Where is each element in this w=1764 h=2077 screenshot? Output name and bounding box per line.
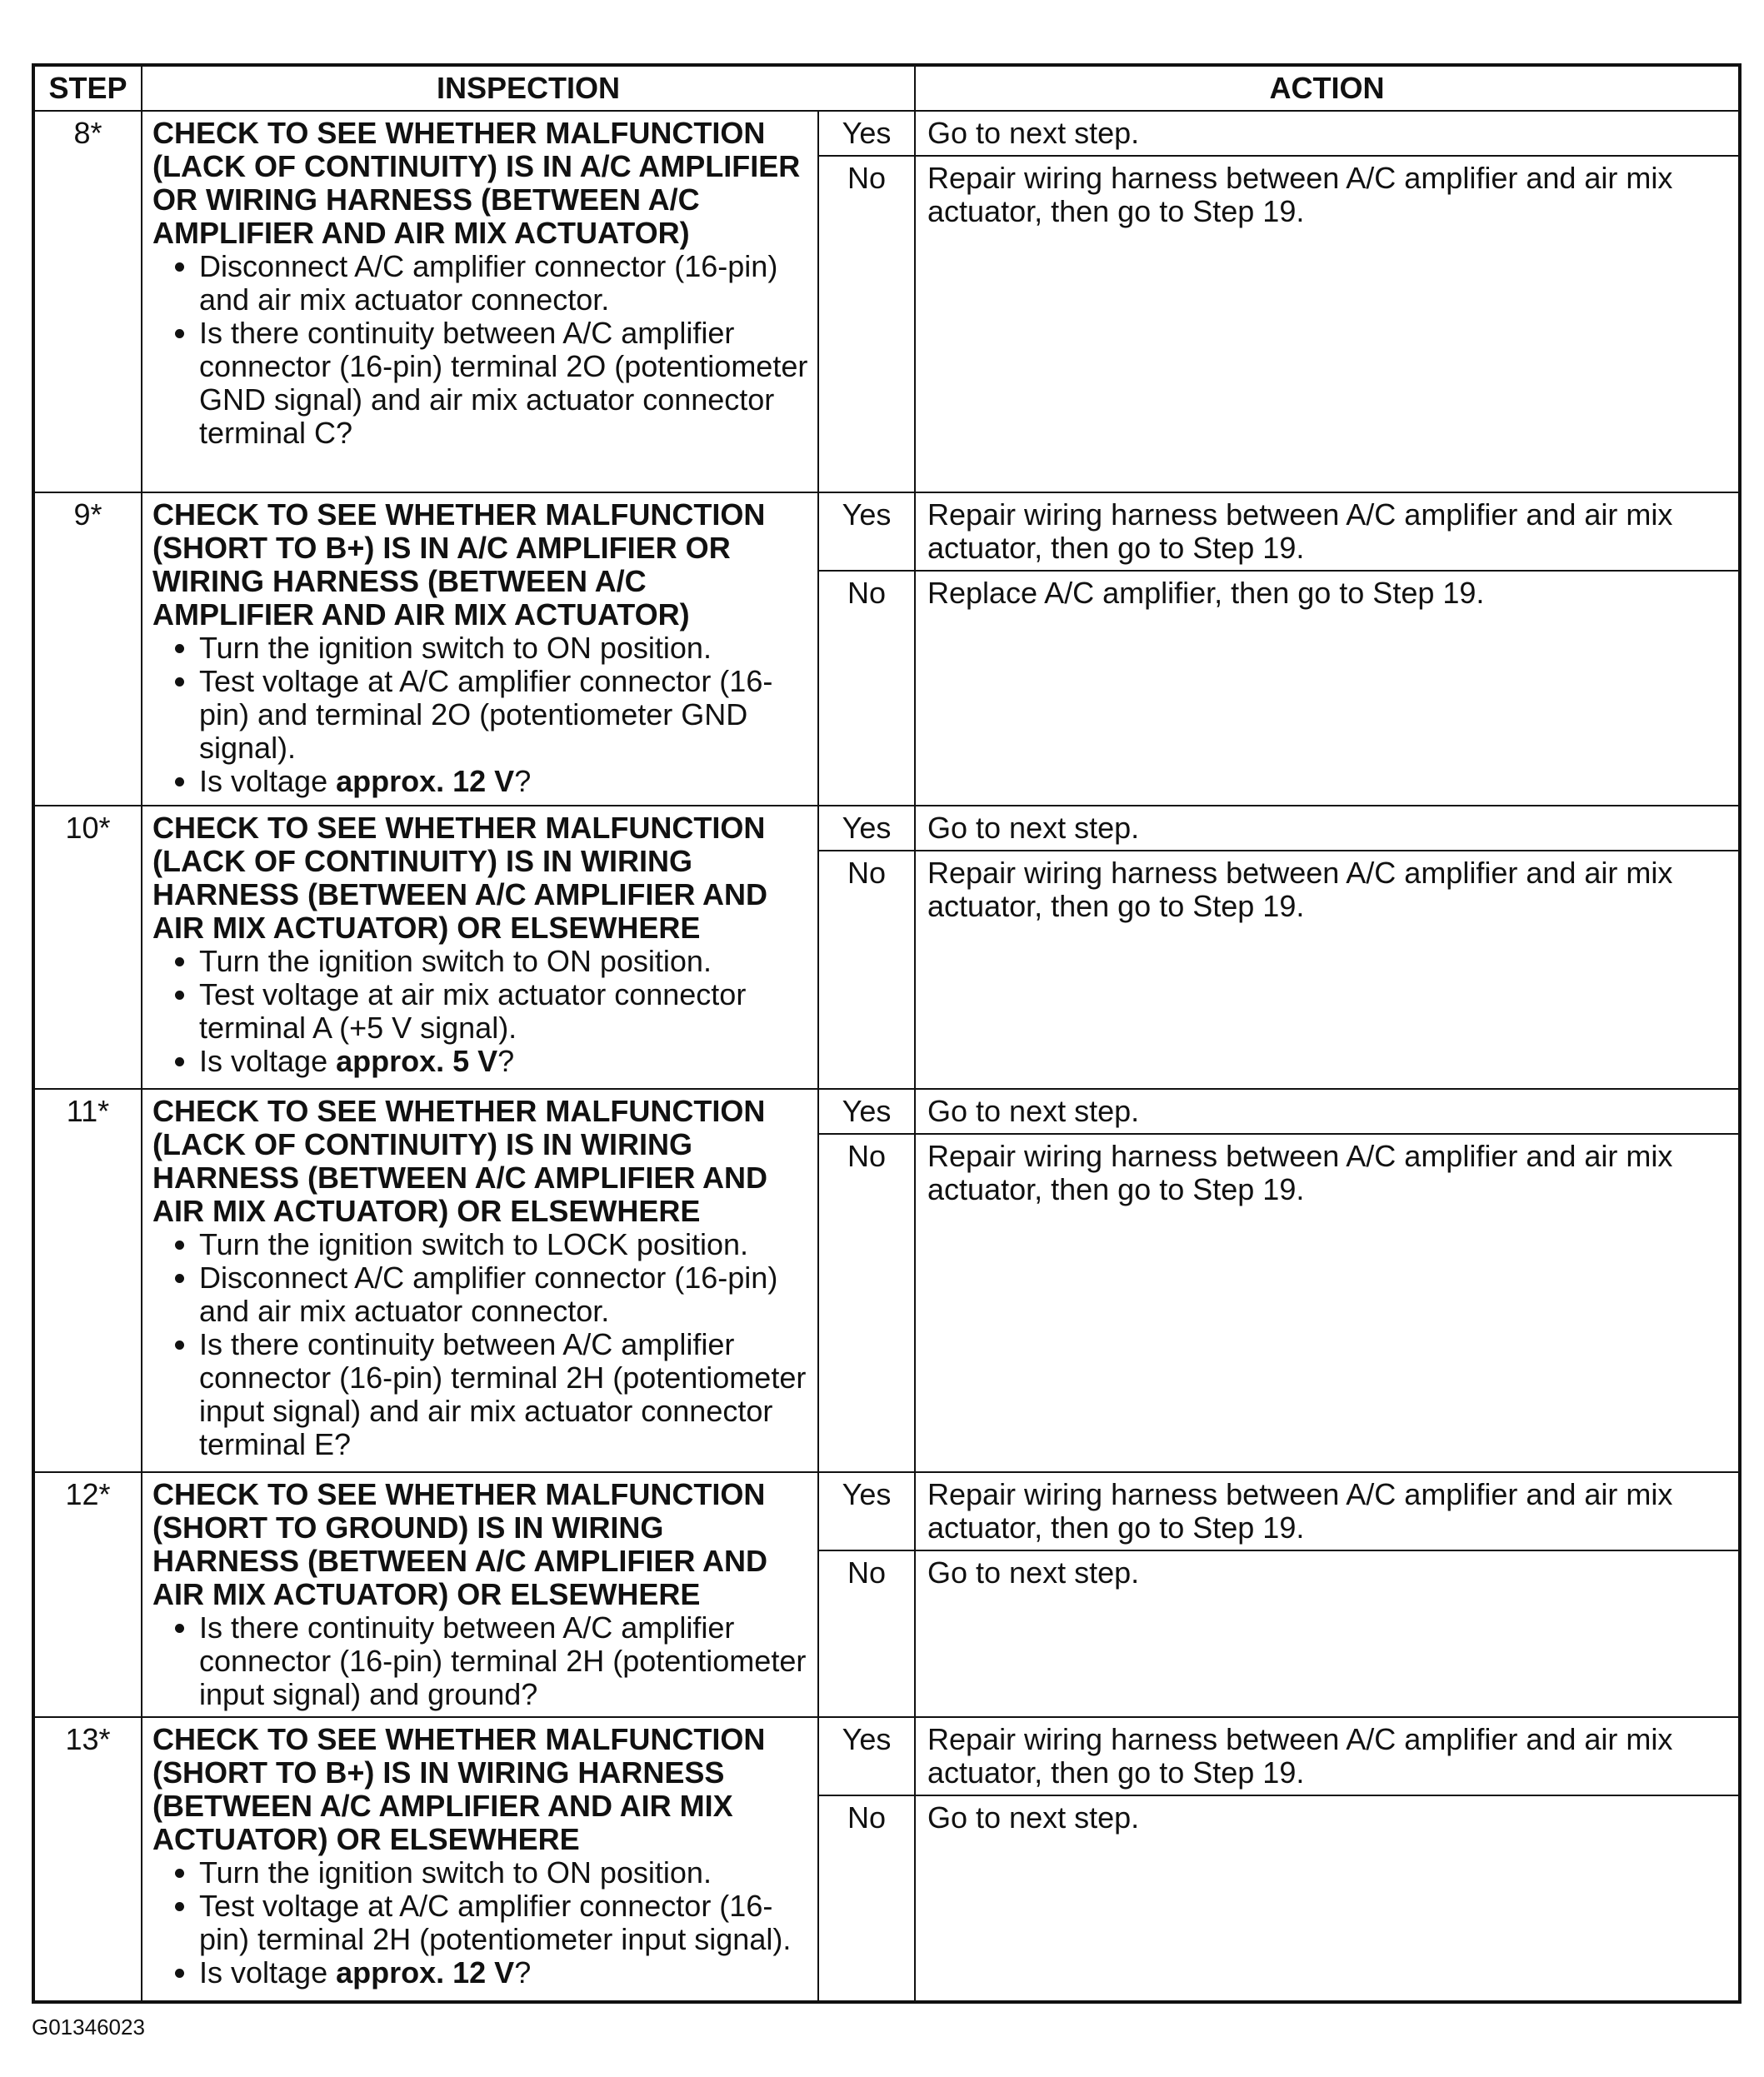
inspection-heading: CHECK TO SEE WHETHER MALFUNCTION (SHORT TO B+) IS IN A/C AMPLIFIER OR WIRING HARNESS (BETWEEN A/C AMPLIFIER AND AIR MIX ACTUATOR) <box>152 497 766 632</box>
inspection-heading: CHECK TO SEE WHETHER MALFUNCTION (LACK OF CONTINUITY) IS IN A/C AMPLIFIER OR WIRING HARNESS (BETWEEN A/C AMPLIFIER AND AIR MIX ACTUATOR) <box>152 116 801 250</box>
table-row <box>33 1089 1740 1134</box>
figure-id: G01346023 <box>32 2015 145 2040</box>
bullet-suffix: ? <box>514 764 532 798</box>
step-number: 12* <box>33 1472 142 1717</box>
bullet-text: Is voltage <box>199 1955 337 1990</box>
no-label: No <box>818 1795 915 2002</box>
table-row <box>33 1717 1740 1795</box>
bullet-value: approx. 12 V <box>336 764 515 798</box>
yes-action: Go to next step. <box>915 111 1740 156</box>
inspection-cell <box>142 111 818 492</box>
no-label: No <box>818 1550 915 1717</box>
bullet-value: approx. 5 V <box>336 1044 498 1078</box>
yes-action: Repair wiring harness between A/C amplifier and air mix actuator, then go to Step 19. <box>915 1472 1740 1550</box>
inspection-bullet <box>199 250 809 317</box>
inspection-bullet <box>199 317 809 450</box>
table-body <box>33 111 1740 2002</box>
inspection-cell <box>142 1717 818 2002</box>
header-inspection: INSPECTION <box>142 65 915 111</box>
bullet-text: Is voltage <box>199 764 337 798</box>
bullet-value: approx. 12 V <box>336 1955 515 1990</box>
inspection-bullet <box>199 1045 809 1078</box>
no-label: No <box>818 1134 915 1472</box>
inspection-heading: CHECK TO SEE WHETHER MALFUNCTION (LACK OF CONTINUITY) IS IN WIRING HARNESS (BETWEEN A/C AMPLIFIER AND AIR MIX ACTUATOR) OR ELSEWHERE <box>152 811 767 945</box>
bullet-text: Test voltage at A/C amplifier connector (16-pin) and terminal 2O (potentiometer GND signal). <box>199 664 773 765</box>
bullet-text: Turn the ignition switch to ON position. <box>199 631 712 665</box>
bullet-text: Turn the ignition switch to ON position. <box>199 1855 712 1890</box>
header-action: ACTION <box>915 65 1740 111</box>
step-number: 11* <box>33 1089 142 1472</box>
bullet-text: Is there continuity between A/C amplifier connector (16-pin) terminal 2H (potentiometer input signal) and air mix actuator connector terminal E? <box>199 1327 807 1461</box>
inspection-bullet <box>199 1228 809 1261</box>
bullet-text: Turn the ignition switch to LOCK position. <box>199 1227 748 1261</box>
table-row <box>33 111 1740 156</box>
bullet-text: Disconnect A/C amplifier connector (16-pin) and air mix actuator connector. <box>199 249 778 317</box>
inspection-cell <box>142 1472 818 1717</box>
yes-label: Yes <box>818 1472 915 1550</box>
yes-action: Repair wiring harness between A/C amplifier and air mix actuator, then go to Step 19. <box>915 1717 1740 1795</box>
yes-label: Yes <box>818 492 915 571</box>
inspection-bullet <box>199 1328 809 1461</box>
no-label: No <box>818 571 915 806</box>
inspection-heading: CHECK TO SEE WHETHER MALFUNCTION (SHORT TO B+) IS IN WIRING HARNESS (BETWEEN A/C AMPLIFIER AND AIR MIX ACTUATOR) OR ELSEWHERE <box>152 1722 766 1856</box>
bullet-text: Test voltage at air mix actuator connector terminal A (+5 V signal). <box>199 977 747 1045</box>
inspection-bullet <box>199 1611 809 1711</box>
header-step: STEP <box>33 65 142 111</box>
inspection-cell <box>142 806 818 1089</box>
yes-action: Go to next step. <box>915 1089 1740 1134</box>
inspection-bullet <box>199 945 809 978</box>
inspection-bullets <box>152 1611 809 1711</box>
no-action: Repair wiring harness between A/C amplifier and air mix actuator, then go to Step 19. <box>915 1134 1740 1472</box>
no-label: No <box>818 156 915 492</box>
inspection-bullet <box>199 1856 809 1890</box>
diagnostic-table <box>32 63 1742 2004</box>
inspection-heading: CHECK TO SEE WHETHER MALFUNCTION (LACK OF CONTINUITY) IS IN WIRING HARNESS (BETWEEN A/C AMPLIFIER AND AIR MIX ACTUATOR) OR ELSEWHERE <box>152 1094 767 1228</box>
table-header-row <box>33 65 1740 111</box>
bullet-text: Disconnect A/C amplifier connector (16-pin) and air mix actuator connector. <box>199 1261 778 1328</box>
inspection-bullet <box>199 1890 809 1956</box>
step-number: 8* <box>33 111 142 492</box>
inspection-bullet <box>199 978 809 1045</box>
step-number: 10* <box>33 806 142 1089</box>
inspection-bullets <box>152 1856 809 1990</box>
no-action: Repair wiring harness between A/C amplifier and air mix actuator, then go to Step 19. <box>915 851 1740 1089</box>
bullet-text: Test voltage at A/C amplifier connector (16-pin) terminal 2H (potentiometer input signal). <box>199 1889 792 1956</box>
step-number: 13* <box>33 1717 142 2002</box>
inspection-bullets <box>152 1228 809 1461</box>
yes-action: Repair wiring harness between A/C amplifier and air mix actuator, then go to Step 19. <box>915 492 1740 571</box>
bullet-text: Turn the ignition switch to ON position. <box>199 944 712 978</box>
step-number: 9* <box>33 492 142 806</box>
no-action: Replace A/C amplifier, then go to Step 19. <box>915 571 1740 806</box>
bullet-text: Is there continuity between A/C amplifier connector (16-pin) terminal 2H (potentiometer input signal) and ground? <box>199 1610 807 1711</box>
table-row <box>33 806 1740 851</box>
yes-label: Yes <box>818 111 915 156</box>
no-label: No <box>818 851 915 1089</box>
no-action: Go to next step. <box>915 1795 1740 2002</box>
yes-label: Yes <box>818 1717 915 1795</box>
yes-label: Yes <box>818 1089 915 1134</box>
inspection-bullets <box>152 945 809 1078</box>
inspection-heading: CHECK TO SEE WHETHER MALFUNCTION (SHORT TO GROUND) IS IN WIRING HARNESS (BETWEEN A/C AMPLIFIER AND AIR MIX ACTUATOR) OR ELSEWHERE <box>152 1477 767 1611</box>
inspection-cell <box>142 1089 818 1472</box>
table-row <box>33 492 1740 571</box>
inspection-bullet <box>199 1261 809 1328</box>
inspection-bullet <box>199 1956 809 1990</box>
inspection-bullets <box>152 632 809 798</box>
yes-action: Go to next step. <box>915 806 1740 851</box>
inspection-cell <box>142 492 818 806</box>
inspection-bullets <box>152 250 809 450</box>
no-action: Go to next step. <box>915 1550 1740 1717</box>
inspection-bullet <box>199 665 809 765</box>
bullet-text: Is there continuity between A/C amplifier connector (16-pin) terminal 2O (potentiometer GND signal) and air mix actuator connector terminal C? <box>199 316 808 450</box>
no-action: Repair wiring harness between A/C amplifier and air mix actuator, then go to Step 19. <box>915 156 1740 492</box>
bullet-text: Is voltage <box>199 1044 337 1078</box>
table-row <box>33 1472 1740 1550</box>
bullet-suffix: ? <box>514 1955 532 1990</box>
yes-label: Yes <box>818 806 915 851</box>
inspection-bullet <box>199 632 809 665</box>
bullet-suffix: ? <box>497 1044 515 1078</box>
inspection-bullet <box>199 765 809 798</box>
